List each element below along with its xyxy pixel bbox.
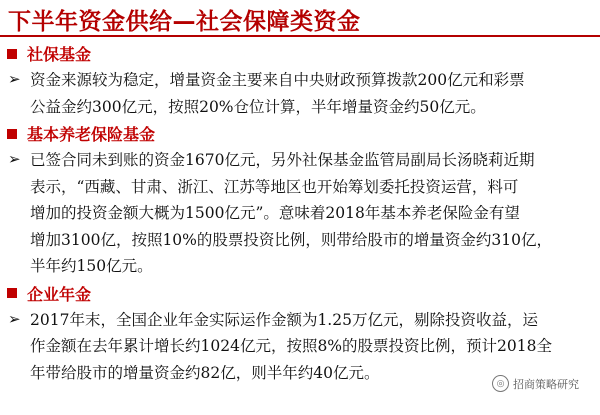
section-title: 社保基金 — [27, 45, 92, 64]
section-heading — [0, 280, 600, 307]
content-body — [0, 40, 600, 386]
title-bar — [0, 0, 600, 38]
paragraph-line: 增加的投资金额大概为1500亿元”。意味着2018年基本养老保险金有望 — [30, 204, 520, 222]
paragraph-line: 增加3100亿，按照10%的股票投资比例，则带给股市的增量资金约310亿， — [30, 230, 552, 249]
section-title: 企业年金 — [27, 284, 92, 304]
paragraph-line: 2017年末，全国企业年金实际运作金额为1.25万亿元，剔除投资收益，运 — [30, 310, 538, 329]
paragraph-line: 已签合同未到账的资金1670亿元，另外社保基金监管局副局长汤晓莉近期 — [30, 151, 535, 169]
section-paragraph — [0, 147, 600, 280]
paragraph-line: 资金来源较为稳定，增量资金主要来自中央财政预算拨款200亿元和彩票 — [30, 71, 525, 89]
title-underline — [0, 35, 600, 37]
watermark — [489, 374, 582, 393]
page-title: 下半年资金供给—社会保障类资金 — [8, 9, 361, 35]
section-paragraph — [0, 67, 600, 120]
paragraph-line: 年带给股市的增量资金约82亿，则半年约40亿元。 — [30, 363, 380, 382]
paragraph-line: 公益金约300亿元，按照20%仓位计算，半年增量资金约50亿元。 — [30, 97, 486, 116]
section-heading — [0, 40, 600, 67]
arrow-bullet-icon: ➢ — [8, 70, 21, 88]
arrow-bullet-icon: ➢ — [8, 309, 21, 328]
paragraph-line: 半年约150亿元。 — [30, 257, 153, 275]
paragraph-line: 作金额在去年累计增长约1024亿元，按照8%的股票投资比例，预计2018全 — [30, 337, 552, 355]
paragraph-line: 表示，“西藏、甘肃、浙江、江苏等地区也开始筹划委托投资运营，料可 — [30, 177, 519, 196]
watermark-text: 招商策略研究 — [513, 377, 579, 391]
bullet-square-icon — [7, 129, 17, 139]
wechat-logo-icon: ◎ — [492, 375, 509, 392]
section-heading — [0, 120, 600, 147]
bullet-square-icon — [7, 288, 17, 298]
section-title: 基本养老保险基金 — [27, 125, 156, 144]
arrow-bullet-icon: ➢ — [8, 150, 21, 168]
bullet-square-icon — [7, 49, 17, 59]
